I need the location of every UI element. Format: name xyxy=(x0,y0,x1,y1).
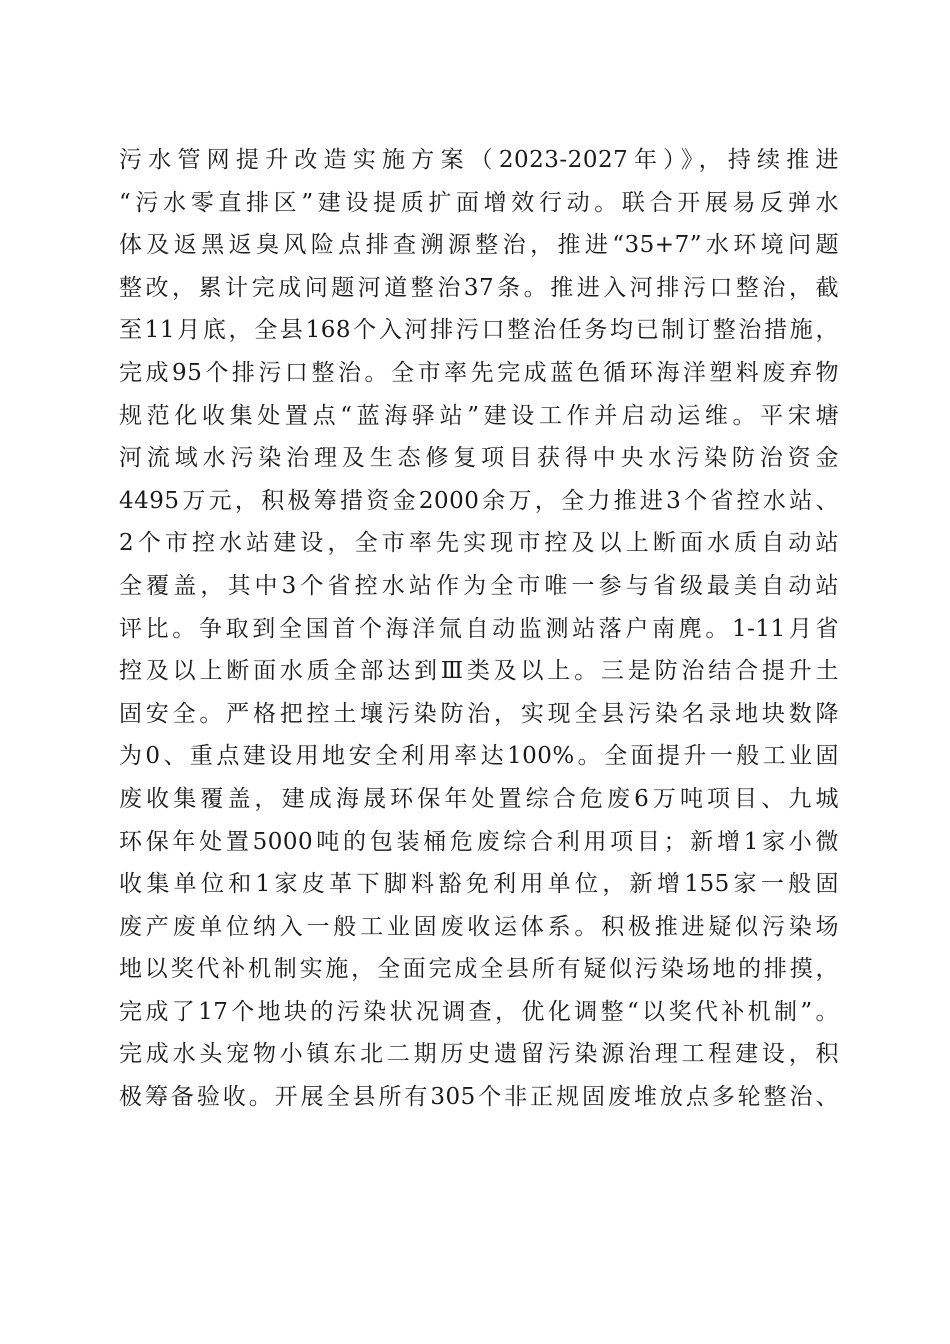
text-line-21: 完成了17个地块的污染状况调查，优化调整“以奖代补机制”。 xyxy=(119,998,839,1025)
text-line-1: 污水管网提升改造实施方案（2023-2027年）》，持续推进 xyxy=(119,147,839,173)
text-line-2: “污水零直排区”建设提质扩面增效行动。联合开展易反弹水 xyxy=(119,189,839,216)
text-line-17: 环保年处置5000吨的包装桶危废综合利用项目；新增1家小微 xyxy=(119,828,839,855)
text-line-8: 河流域水污染治理及生态修复项目获得中央水污染防治资金 xyxy=(119,445,839,472)
text-line-11: 全覆盖，其中3个省控水站作为全市唯一参与省级最美自动站 xyxy=(119,572,839,599)
text-line-22: 完成水头宠物小镇东北二期历史遗留污染源治理工程建设，积 xyxy=(119,1041,839,1068)
text-line-18: 收集单位和1家皮革下脚料豁免利用单位，新增155家一般固 xyxy=(119,871,839,898)
text-line-10: 2个市控水站建设，全市率先实现市控及以上断面水质自动站 xyxy=(119,530,839,557)
text-line-12: 评比。争取到全国首个海洋氚自动监测站落户南麂。1-11月省 xyxy=(119,615,839,642)
body-text xyxy=(119,139,839,1119)
text-line-20: 地以奖代补机制实施，全面完成全县所有疑似污染场地的排摸， xyxy=(119,956,839,983)
text-line-6: 完成95个排污口整治。全市率先完成蓝色循环海洋塑料废弃物 xyxy=(119,359,839,386)
text-line-23: 极筹备验收。开展全县所有305个非正规固废堆放点多轮整治、 xyxy=(119,1084,839,1111)
text-line-9: 4495万元，积极筹措资金2000余万，全力推进3个省控水站、 xyxy=(119,487,839,514)
text-line-19: 废产废单位纳入一般工业固废收运体系。积极推进疑似污染场 xyxy=(119,913,839,940)
text-line-14: 固安全。严格把控土壤污染防治，实现全县污染名录地块数降 xyxy=(119,700,839,727)
text-line-16: 废收集覆盖，建成海晟环保年处置综合危废6万吨项目、九城 xyxy=(119,785,839,812)
text-line-5: 至11月底，全县168个入河排污口整治任务均已制订整治措施， xyxy=(119,317,839,344)
text-line-13: 控及以上断面水质全部达到Ⅲ类及以上。三是防治结合提升土 xyxy=(119,658,839,685)
text-line-4: 整改，累计完成问题河道整治37条。推进入河排污口整治，截 xyxy=(119,274,839,301)
text-line-3: 体及返黑返臭风险点排查溯源整治，推进“35+7”水环境问题 xyxy=(119,232,839,259)
text-line-7: 规范化收集处置点“蓝海驿站”建设工作并启动运维。平宋塘 xyxy=(119,402,839,429)
text-line-15: 为0、重点建设用地安全利用率达100%。全面提升一般工业固 xyxy=(119,743,839,770)
